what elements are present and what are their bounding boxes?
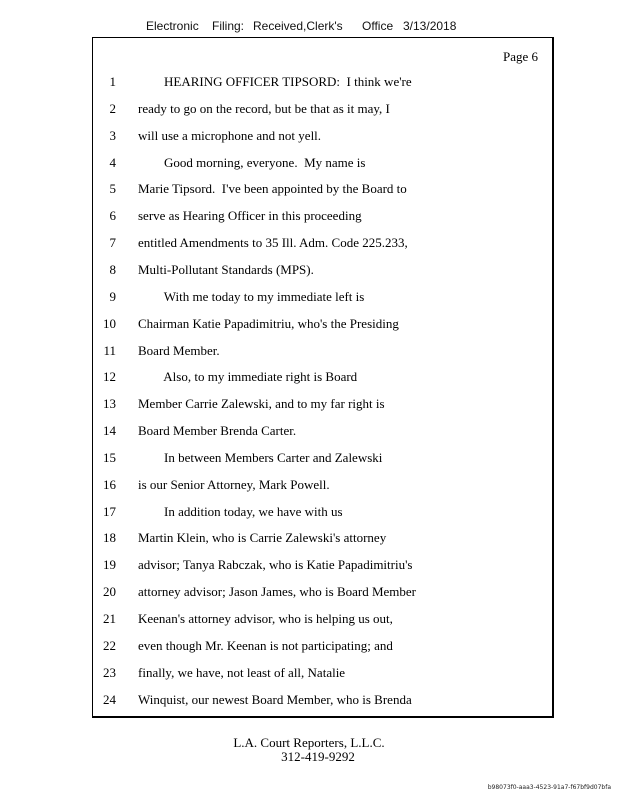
stamp-word: Filing: [212,19,245,33]
transcript-line [0,584,618,602]
transcript-line [0,289,618,307]
line-number: 7 [109,235,116,251]
transcript-line [0,423,618,441]
document-hash: b98073f0-aaa3-4523-91a7-f67bf9d07bfa [487,784,611,791]
transcript-line [0,74,618,92]
line-number: 14 [103,423,116,439]
transcript-line [0,208,618,226]
line-number: 10 [103,315,116,331]
line-text: With me today to my immediate left is [138,288,365,304]
line-text: Member Carrie Zalewski, and to my far right is [138,396,385,412]
line-text: Board Member. [138,342,220,358]
line-text: attorney advisor; Jason James, who is Board Member [138,584,417,600]
transcript-line [0,396,618,414]
line-number: 4 [109,154,116,170]
stamp-word: Office [362,19,394,33]
line-number: 23 [103,664,116,680]
line-number: 15 [103,449,116,465]
line-text: HEARING OFFICER TIPSORD: I think we're [138,74,412,89]
line-number: 1 [109,74,116,89]
line-number: 24 [103,691,116,707]
transcript-line [0,530,618,548]
transcript-line [0,101,618,119]
line-number: 8 [109,261,116,277]
line-number: 5 [109,181,116,197]
transcript-line [0,128,618,146]
line-number: 3 [109,127,116,143]
stamp-word: Electronic [146,19,199,33]
line-number: 20 [103,584,116,600]
transcript-line [0,343,618,361]
line-text: Also, to my immediate right is Board [138,369,358,385]
line-number: 11 [103,342,116,358]
stamp-word: Received,Clerk's [253,19,343,33]
line-text: Martin Klein, who is Carrie Zalewski's attorney [138,530,387,546]
line-number: 9 [109,288,116,304]
line-number: 19 [103,557,116,573]
line-text: In between Members Carter and Zalewski [138,449,383,465]
reporter-name: L.A. Court Reporters, L.L.C. [233,735,385,750]
transcript-line [0,557,618,575]
line-text: Marie Tipsord. I've been appointed by the Board to [138,181,407,197]
line-number: 17 [103,503,116,519]
transcript-line [0,504,618,522]
line-text: Chairman Katie Papadimitriu, who's the Presiding [138,315,399,331]
line-text: is our Senior Attorney, Mark Powell. [138,476,330,492]
line-number: 12 [103,369,116,385]
line-text: advisor; Tanya Rabczak, who is Katie Papadimitriu's [138,557,413,573]
transcript-line [0,262,618,280]
line-text: Winquist, our newest Board Member, who is Brenda [138,691,412,707]
transcript-line [0,611,618,629]
stamp-date: 3/13/2018 [403,19,457,33]
transcript-line [0,665,618,683]
line-text: Keenan's attorney advisor, who is helping us out, [138,611,393,626]
reporter-phone: 312-419-9292 [281,749,355,764]
line-text: Board Member Brenda Carter. [138,423,297,439]
transcript-line [0,369,618,387]
line-text: Multi-Pollutant Standards (MPS). [138,261,314,277]
transcript-line [0,235,618,253]
line-text: will use a microphone and not yell. [138,127,322,143]
line-number: 21 [103,611,116,626]
line-text: In addition today, we have with us [138,503,343,519]
line-text: entitled Amendments to 35 Ill. Adm. Code 225.233, [138,235,408,251]
transcript-line [0,638,618,656]
transcript-line [0,692,618,710]
transcript-line [0,477,618,495]
line-number: 22 [103,637,116,653]
line-text: even though Mr. Keenan is not participating; and [138,637,393,653]
transcript-line [0,316,618,334]
line-text: serve as Hearing Officer in this proceeding [138,208,362,224]
transcript-line [0,450,618,468]
line-number: 2 [109,100,116,116]
transcript-line [0,181,618,199]
electronic-filing-stamp [0,19,618,37]
line-number: 18 [103,530,116,546]
line-number: 13 [103,396,116,412]
page-number: Page 6 [503,49,539,64]
line-text: finally, we have, not least of all, Natalie [138,664,346,680]
line-number: 6 [109,208,116,224]
transcript-line [0,155,618,173]
line-number: 16 [103,476,116,492]
line-text: Good morning, everyone. My name is [138,154,366,170]
line-text: ready to go on the record, but be that as it may, I [138,100,390,116]
